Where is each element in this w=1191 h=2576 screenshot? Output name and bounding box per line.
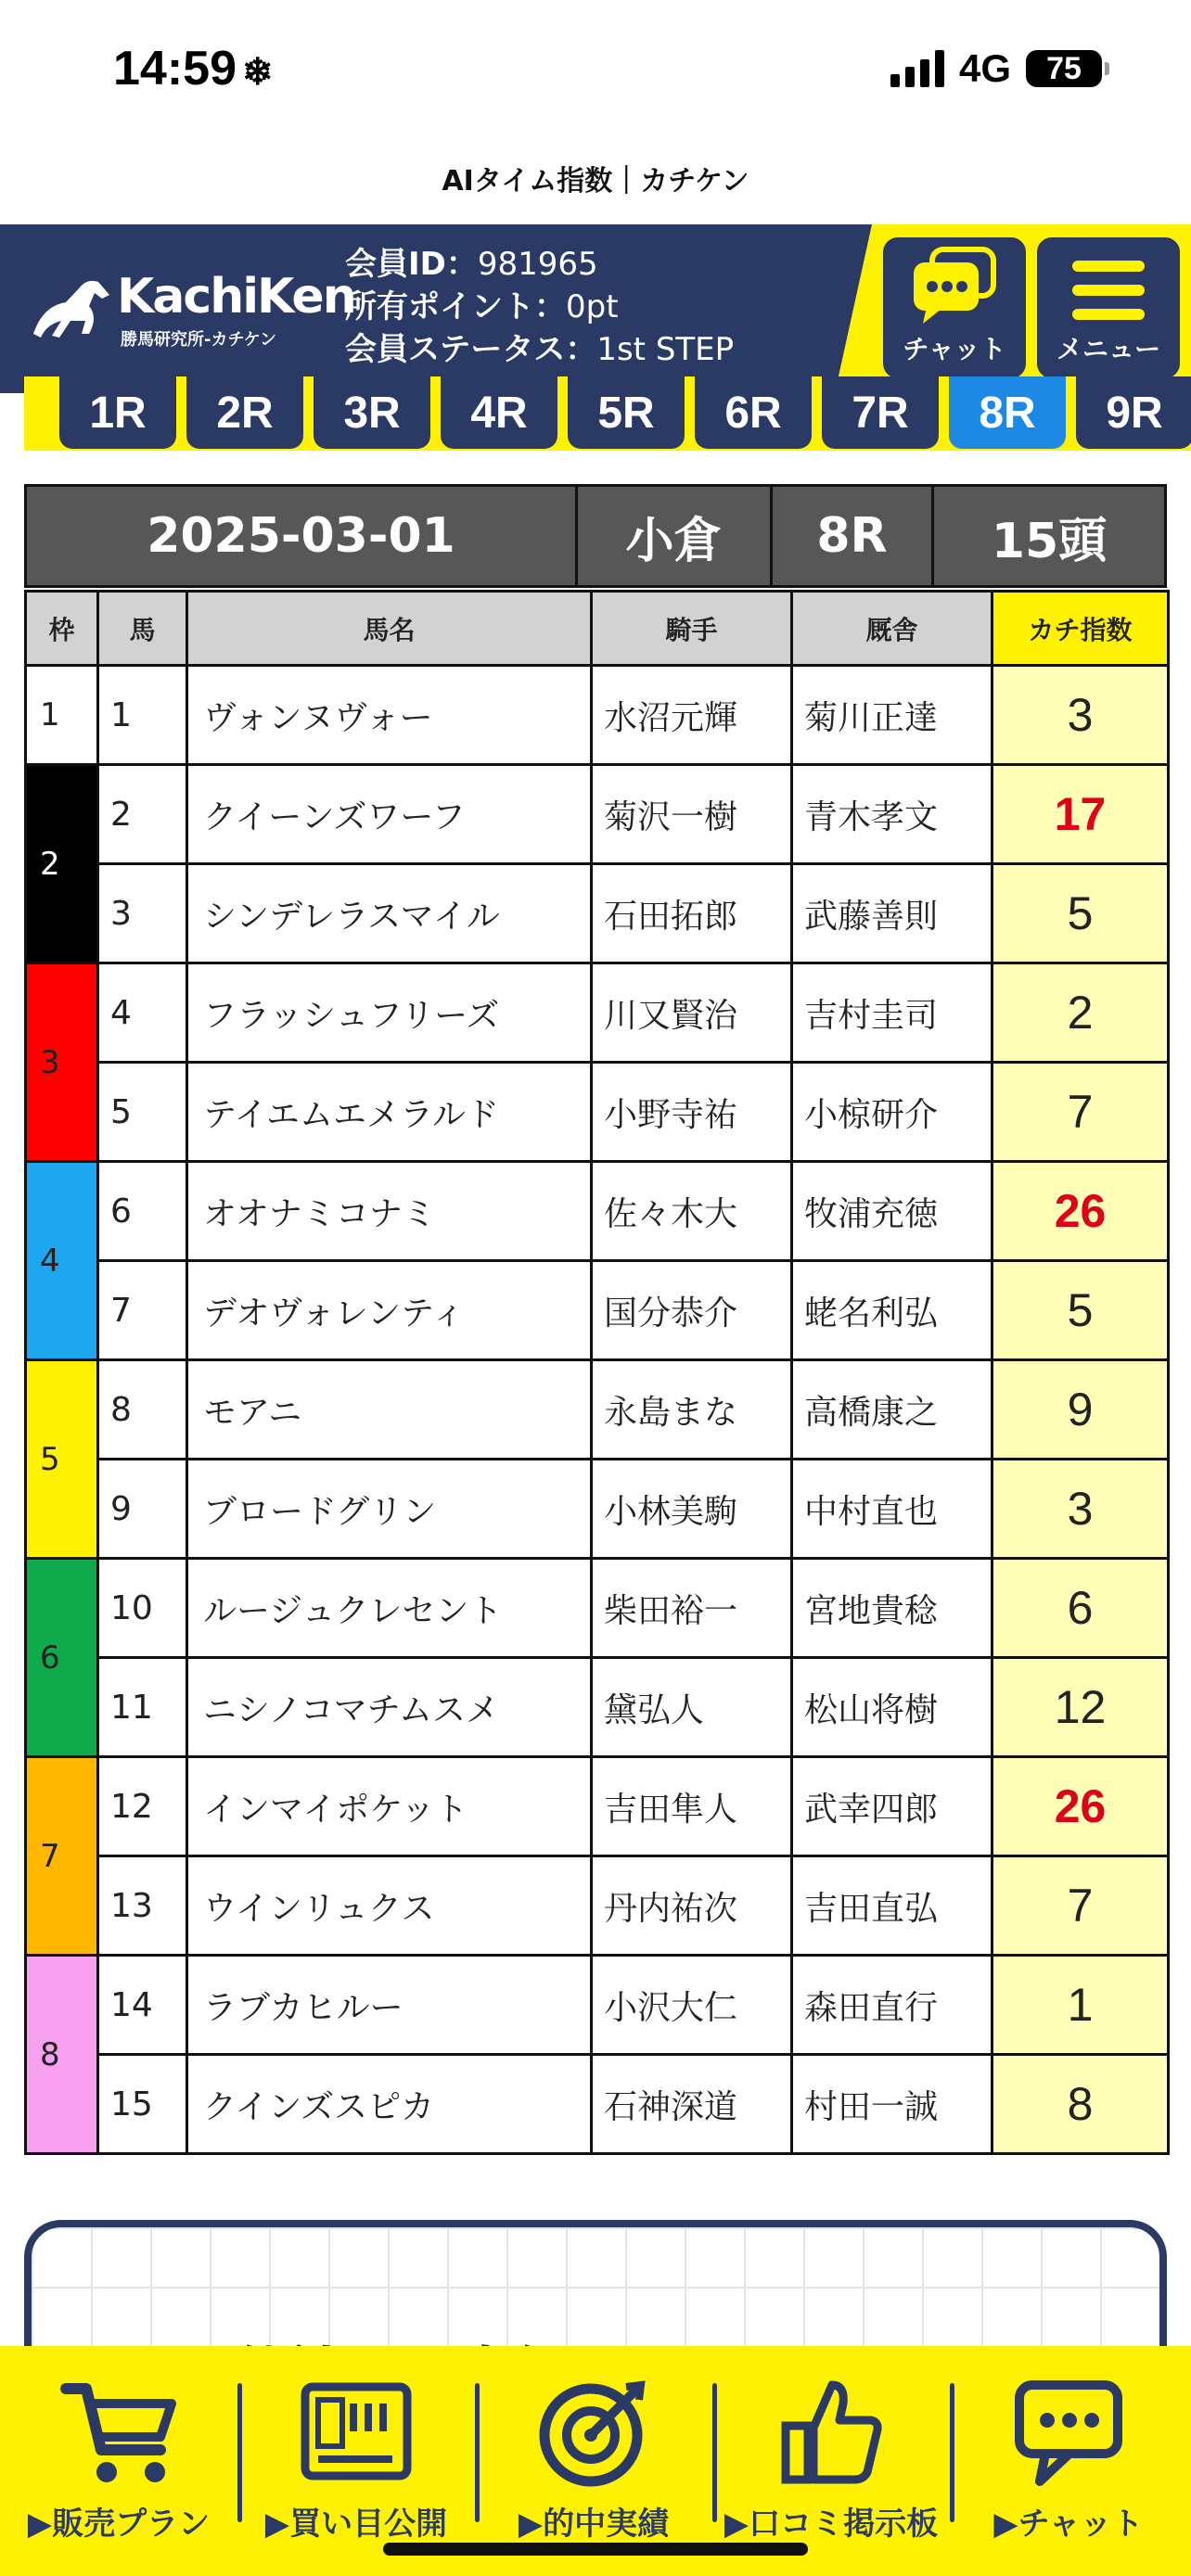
jockey-cell: 石田拓郎 xyxy=(592,864,792,963)
waku-cell: 1 xyxy=(26,666,98,765)
horse-name-cell: オオナミコナミ xyxy=(187,1162,592,1261)
battery-icon: 75 xyxy=(1026,50,1102,87)
race-tab-7r[interactable]: 7R xyxy=(822,376,939,449)
jockey-cell: 丹内祐次 xyxy=(592,1856,792,1956)
horse-name-cell: ヴォンヌヴォー xyxy=(187,666,592,765)
horse-name-cell: シンデレラスマイル xyxy=(187,864,592,963)
race-tab-8r[interactable]: 8R xyxy=(949,376,1066,449)
stable-cell: 蛯名利弘 xyxy=(792,1261,992,1360)
horse-number-cell: 11 xyxy=(98,1658,187,1757)
snowflake-icon: ❄ xyxy=(242,52,274,93)
horse-logo-icon xyxy=(24,269,117,349)
horse-number-cell: 7 xyxy=(98,1261,187,1360)
table-row[interactable] xyxy=(26,2055,1169,2154)
horse-number-cell: 3 xyxy=(98,864,187,963)
status-bar xyxy=(0,0,1191,139)
stable-cell: 小椋研介 xyxy=(792,1063,992,1162)
jockey-cell: 菊沢一樹 xyxy=(592,765,792,864)
nav-reviews-board[interactable] xyxy=(712,2346,950,2550)
stable-cell: 吉田直弘 xyxy=(792,1856,992,1956)
points-line xyxy=(345,286,734,328)
horse-number-cell: 13 xyxy=(98,1856,187,1956)
horse-number-cell: 8 xyxy=(98,1360,187,1460)
table-header-row xyxy=(26,592,1169,666)
horse-name-cell: クインズスピカ xyxy=(187,2055,592,2154)
horse-number-cell: 5 xyxy=(98,1063,187,1162)
kachi-index-cell: 7 xyxy=(992,1856,1169,1956)
horse-number-cell: 4 xyxy=(98,963,187,1063)
race-tab-2r[interactable]: 2R xyxy=(186,376,303,449)
table-row[interactable] xyxy=(26,1956,1169,2055)
horse-number-cell: 1 xyxy=(98,666,187,765)
kachi-index-cell: 3 xyxy=(992,666,1169,765)
nav-chat[interactable] xyxy=(950,2346,1187,2550)
waku-cell: 4 xyxy=(26,1162,98,1360)
table-row[interactable] xyxy=(26,1162,1169,1261)
jockey-cell: 水沼元輝 xyxy=(592,666,792,765)
kachi-index-cell: 9 xyxy=(992,1360,1169,1460)
horse-number-cell: 14 xyxy=(98,1956,187,2055)
member-status-value: 1st STEP xyxy=(596,331,735,368)
race-tab-9r[interactable]: 9R xyxy=(1076,376,1191,449)
waku-cell: 7 xyxy=(26,1757,98,1956)
jockey-cell: 川又賢治 xyxy=(592,963,792,1063)
col-header-jockey: 騎手 xyxy=(592,592,792,666)
race-number: 8R xyxy=(773,487,934,585)
nav-chat-label: ▶チャット xyxy=(993,2506,1144,2543)
horse-name-cell: インマイポケット xyxy=(187,1757,592,1856)
kachi-index-cell: 5 xyxy=(992,864,1169,963)
race-tab-4r[interactable]: 4R xyxy=(441,376,557,449)
status-time-text: 14:59 xyxy=(113,42,237,96)
kachi-index-cell: 7 xyxy=(992,1063,1169,1162)
jockey-cell: 黛弘人 xyxy=(592,1658,792,1757)
menu-button[interactable] xyxy=(1037,237,1180,378)
table-row[interactable] xyxy=(26,1658,1169,1757)
horse-name-cell: ルージュクレセント xyxy=(187,1559,592,1658)
race-tab-3r[interactable]: 3R xyxy=(314,376,430,449)
waku-cell: 3 xyxy=(26,963,98,1162)
table-row[interactable] xyxy=(26,1460,1169,1559)
race-table-body xyxy=(26,666,1169,2154)
points-label: 所有ポイント： xyxy=(345,288,566,325)
horse-name-cell: ウインリュクス xyxy=(187,1856,592,1956)
stable-cell: 菊川正達 xyxy=(792,666,992,765)
member-id-line xyxy=(345,243,734,286)
page-title: AIタイム指数｜カチケン xyxy=(442,165,749,198)
race-table xyxy=(24,590,1170,2155)
horse-name-cell: デオヴォレンティ xyxy=(187,1261,592,1360)
table-row[interactable] xyxy=(26,1360,1169,1460)
stable-cell: 青木孝文 xyxy=(792,765,992,864)
table-row[interactable] xyxy=(26,864,1169,963)
table-row[interactable] xyxy=(26,1063,1169,1162)
col-header-horse-name: 馬名 xyxy=(187,592,592,666)
member-id-value: 981965 xyxy=(477,246,598,283)
race-tabs xyxy=(24,376,1191,451)
nav-sales-plan-label: ▶販売プラン xyxy=(27,2506,211,2543)
chat-bubble-icon xyxy=(999,2372,1138,2493)
race-date: 2025-03-01 xyxy=(27,487,578,585)
hamburger-icon xyxy=(1067,255,1150,329)
points-value: 0pt xyxy=(566,288,619,325)
stable-cell: 松山将樹 xyxy=(792,1658,992,1757)
kachi-index-cell: 8 xyxy=(992,2055,1169,2154)
network-label: 4G xyxy=(958,46,1011,90)
stable-cell: 森田直行 xyxy=(792,1956,992,2055)
stable-cell: 高橋康之 xyxy=(792,1360,992,1460)
thumbs-up-icon xyxy=(762,2372,901,2493)
horse-number-cell: 12 xyxy=(98,1757,187,1856)
col-header-waku: 枠 xyxy=(26,592,98,666)
horse-name-cell: ブロードグリン xyxy=(187,1460,592,1559)
horse-name-cell: モアニ xyxy=(187,1360,592,1460)
shopping-cart-icon xyxy=(49,2372,188,2493)
kachi-index-cell: 12 xyxy=(992,1658,1169,1757)
nav-hit-record[interactable] xyxy=(475,2346,712,2550)
member-info xyxy=(345,243,734,371)
horse-number-cell: 15 xyxy=(98,2055,187,2154)
jockey-cell: 小沢大仁 xyxy=(592,1956,792,2055)
signal-icon xyxy=(890,50,944,87)
ticket-icon xyxy=(287,2372,426,2493)
kachi-index-cell: 2 xyxy=(992,963,1169,1063)
target-icon xyxy=(524,2372,663,2493)
col-header-kachi-index: カチ指数 xyxy=(992,592,1169,666)
jockey-cell: 永島まな xyxy=(592,1360,792,1460)
jockey-cell: 石神深道 xyxy=(592,2055,792,2154)
horse-name-cell: テイエムエメラルド xyxy=(187,1063,592,1162)
horse-number-cell: 2 xyxy=(98,765,187,864)
jockey-cell: 柴田裕一 xyxy=(592,1559,792,1658)
table-row[interactable] xyxy=(26,1757,1169,1856)
race-venue: 小倉 xyxy=(578,487,773,585)
horse-name-cell: ラブカヒルー xyxy=(187,1956,592,2055)
nav-hit-record-label: ▶的中実績 xyxy=(518,2506,670,2543)
horse-number-cell: 10 xyxy=(98,1559,187,1658)
kachi-index-cell: 3 xyxy=(992,1460,1169,1559)
member-status-line xyxy=(345,328,734,371)
nav-bets-public-label: ▶買い目公開 xyxy=(264,2506,448,2543)
stable-cell: 村田一誠 xyxy=(792,2055,992,2154)
kachi-index-cell: 26 xyxy=(992,1162,1169,1261)
chat-icon xyxy=(908,246,1001,329)
race-info-bar xyxy=(24,484,1167,588)
chat-button-label: チャット xyxy=(903,334,1006,364)
site-logo[interactable] xyxy=(24,269,355,352)
jockey-cell: 佐々木大 xyxy=(592,1162,792,1261)
stable-cell: 吉村圭司 xyxy=(792,963,992,1063)
race-tab-1r[interactable]: 1R xyxy=(59,376,176,449)
horse-count: 15頭 xyxy=(991,513,1108,569)
kachi-index-cell: 6 xyxy=(992,1559,1169,1658)
home-indicator xyxy=(383,2543,808,2556)
jockey-cell: 国分恭介 xyxy=(592,1261,792,1360)
bottom-nav xyxy=(0,2346,1191,2576)
member-status-label: 会員ステータス： xyxy=(345,331,597,368)
table-row[interactable] xyxy=(26,1559,1169,1658)
col-header-stable: 厩舎 xyxy=(792,592,992,666)
horse-name-cell: クイーンズワーフ xyxy=(187,765,592,864)
table-row[interactable] xyxy=(26,1261,1169,1360)
waku-cell: 5 xyxy=(26,1360,98,1559)
table-row[interactable] xyxy=(26,765,1169,864)
kachi-index-cell: 1 xyxy=(992,1956,1169,2055)
horse-name-cell: ニシノコマチムスメ xyxy=(187,1658,592,1757)
table-row[interactable] xyxy=(26,963,1169,1063)
logo-text: KachiKen xyxy=(117,269,355,325)
status-time xyxy=(113,41,274,96)
stable-cell: 牧浦充徳 xyxy=(792,1162,992,1261)
table-row[interactable] xyxy=(26,666,1169,765)
horse-name-cell: フラッシュフリーズ xyxy=(187,963,592,1063)
nav-bets-public[interactable] xyxy=(237,2346,475,2550)
nav-sales-plan[interactable] xyxy=(0,2346,237,2550)
stable-cell: 武幸四郎 xyxy=(792,1757,992,1856)
race-tab-6r[interactable]: 6R xyxy=(695,376,812,449)
stable-cell: 宮地貴稔 xyxy=(792,1559,992,1658)
kachi-index-cell: 17 xyxy=(992,765,1169,864)
race-tab-5r[interactable]: 5R xyxy=(568,376,685,449)
waku-cell: 8 xyxy=(26,1956,98,2154)
stable-cell: 中村直也 xyxy=(792,1460,992,1559)
horse-number-cell: 6 xyxy=(98,1162,187,1261)
waku-cell: 2 xyxy=(26,765,98,963)
nav-reviews-board-label: ▶口コミ掲示板 xyxy=(724,2506,939,2543)
col-header-horse-number: 馬 xyxy=(98,592,187,666)
kachi-index-cell: 5 xyxy=(992,1261,1169,1360)
table-row[interactable] xyxy=(26,1856,1169,1956)
jockey-cell: 小林美駒 xyxy=(592,1460,792,1559)
waku-cell: 6 xyxy=(26,1559,98,1757)
chat-button[interactable] xyxy=(883,237,1026,378)
horse-number-cell: 9 xyxy=(98,1460,187,1559)
menu-button-label: メニュー xyxy=(1056,334,1160,364)
stable-cell: 武藤善則 xyxy=(792,864,992,963)
jockey-cell: 小野寺祐 xyxy=(592,1063,792,1162)
kachi-index-cell: 26 xyxy=(992,1757,1169,1856)
logo-subtitle: 勝馬研究所-カチケン xyxy=(121,330,276,350)
member-id-label: 会員ID： xyxy=(345,246,478,283)
jockey-cell: 吉田隼人 xyxy=(592,1757,792,1856)
status-right xyxy=(890,46,1102,91)
